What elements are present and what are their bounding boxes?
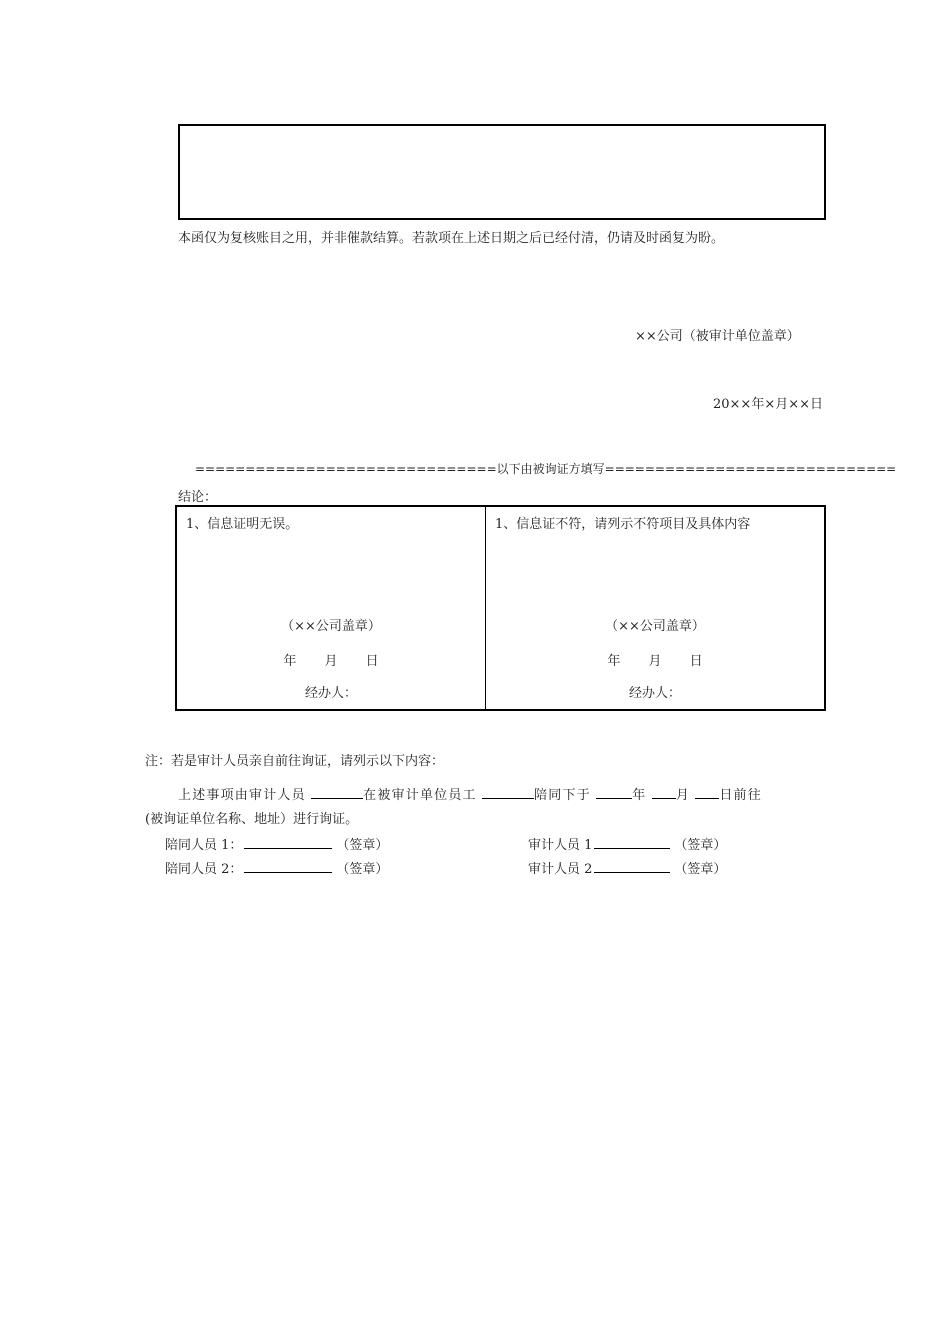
- day-label: 日: [689, 654, 703, 669]
- sign-note: （签章）: [674, 862, 727, 877]
- month-blank: [652, 786, 676, 799]
- confirm-correct-handler: 经办人：: [304, 686, 357, 701]
- sign-note: （签章）: [336, 838, 389, 853]
- sign-note: （签章）: [336, 862, 389, 877]
- visit-paragraph-line2: (被询证单位名称、地址）进行询证。: [145, 812, 359, 827]
- auditor-signature-1: [528, 834, 726, 853]
- auditor-signature-2: [528, 858, 726, 877]
- sign-note: （签章）: [674, 838, 727, 853]
- accompany2-label: 陪同人员 2：: [165, 862, 243, 877]
- accompany-signature-2: [165, 858, 388, 877]
- auditor1-blank: [594, 836, 670, 849]
- visit-paragraph: [178, 784, 762, 803]
- sender-seal: ××公司（被审计单位盖章）: [635, 329, 800, 344]
- accompany-signature-1: [165, 834, 388, 853]
- auditor1-label: 审计人员 1: [528, 838, 593, 853]
- footnote-intro: 注：若是审计人员亲自前往询证，请列示以下内容：: [145, 754, 445, 769]
- confirm-mismatch-cell: [486, 507, 824, 709]
- para-year: 年: [632, 788, 647, 803]
- letter-note: 本函仅为复核账目之用，并非催款结算。若款项在上述日期之后已经付清，仍请及时函复为盼。: [178, 231, 725, 246]
- accompany1-blank: [244, 836, 332, 849]
- sender-date: 20××年×月××日: [713, 397, 824, 412]
- year-label: 年: [283, 654, 297, 669]
- confirm-correct-heading: 1、信息证明无误。: [186, 517, 299, 532]
- confirm-mismatch-seal: （××公司盖章）: [605, 619, 705, 634]
- conclusion-table: [175, 505, 826, 711]
- auditor2-label: 审计人员 2: [528, 862, 593, 877]
- conclusion-label: 结论：: [178, 490, 218, 505]
- day-label: 日: [365, 654, 379, 669]
- accompany1-label: 陪同人员 1：: [165, 838, 243, 853]
- confirm-mismatch-date: [486, 650, 824, 669]
- year-blank: [596, 786, 632, 799]
- year-label: 年: [607, 654, 621, 669]
- reply-divider: ==============================以下由被询证方填写=============================: [195, 462, 897, 476]
- staff-name-blank: [482, 786, 534, 799]
- balance-info-box: [178, 124, 826, 220]
- confirm-mismatch-heading: 1、信息证不符，请列示不符项目及具体内容: [495, 517, 751, 532]
- para-month: 月: [675, 788, 691, 803]
- month-label: 月: [324, 654, 338, 669]
- para-text-1: 上述事项由审计人员: [178, 788, 306, 803]
- auditor-name-blank: [311, 786, 363, 799]
- month-label: 月: [648, 654, 662, 669]
- confirm-mismatch-handler: 经办人：: [628, 686, 681, 701]
- day-blank: [695, 786, 719, 799]
- confirm-correct-date: [177, 650, 485, 669]
- para-text-2: 在被审计单位员工: [363, 788, 477, 803]
- accompany2-blank: [244, 860, 332, 873]
- auditor2-blank: [594, 860, 670, 873]
- confirm-correct-cell: [177, 507, 486, 709]
- para-text-3: 陪同下于: [534, 788, 591, 803]
- para-day: 日前往: [719, 788, 762, 803]
- confirm-correct-seal: （××公司盖章）: [281, 619, 381, 634]
